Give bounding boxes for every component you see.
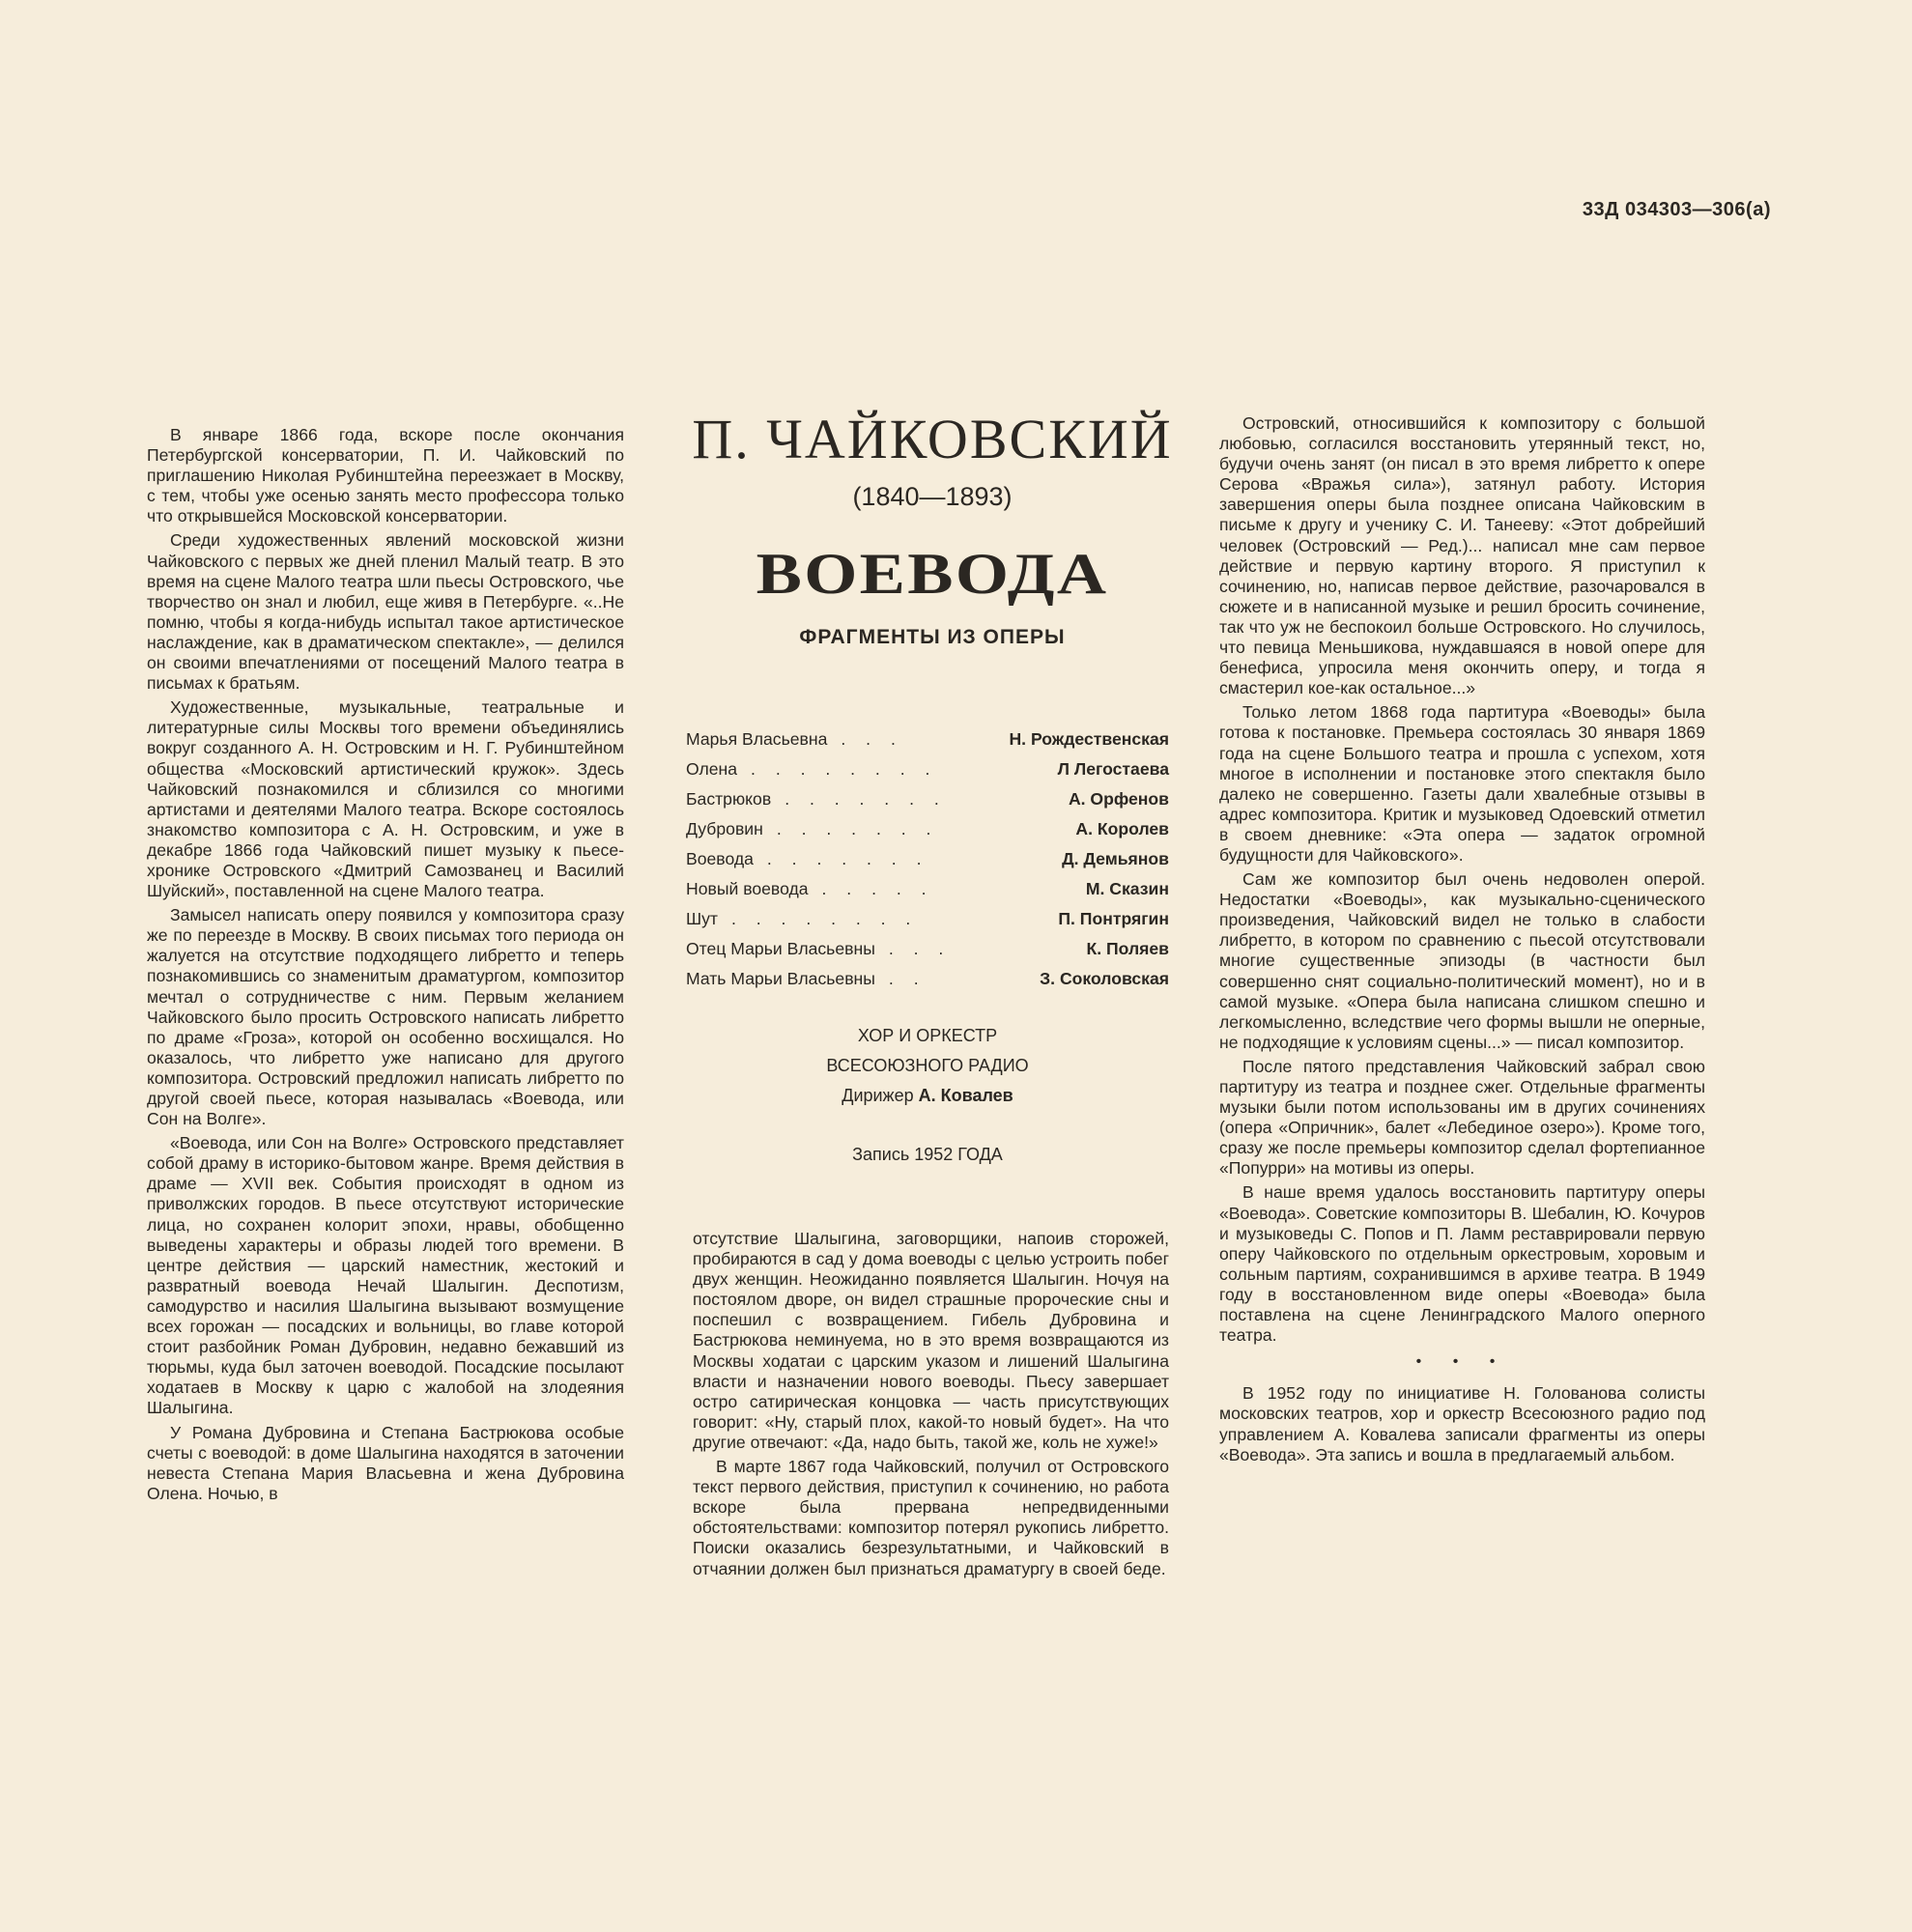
paragraph: У Романа Дубровина и Степана Бастрюкова особые счеты с воеводой: в доме Шалыгина находятся в заточении невеста Степана Мария Власьевна и жена Дубровина Олена. Ночью, в	[147, 1422, 624, 1503]
dot-leader: . . .	[841, 729, 903, 749]
cast-row	[686, 784, 1169, 814]
cast-row	[686, 904, 1169, 934]
paragraph: Среди художественных явлений московской жизни Чайковского с первых же дней пленил Малый театр. В это время на сцене Малого театра шли пьесы Островского, чье творчество он знал и любил, еще живя в Петербурге. «..Не помню, чтобы я когда-нибудь испытал такое артистическое наслаждение, как в драматическом спектакле», — делился он своими впечатлениями от посещений Малого театра в письмах к братьям.	[147, 530, 624, 694]
title-block	[676, 408, 1188, 649]
right-text-column	[1219, 413, 1705, 1469]
dot-leader: . .	[888, 969, 927, 988]
left-text-column	[147, 425, 624, 1508]
cast-row	[686, 814, 1169, 844]
ensemble-line: ХОР И ОРКЕСТР	[857, 1026, 998, 1045]
dot-leader: . . .	[888, 939, 952, 958]
dot-leader: . . . . . . .	[785, 789, 947, 809]
opera-subtitle: ФРАГМЕНТЫ ИЗ ОПЕРЫ	[799, 626, 1066, 648]
cast-row	[686, 934, 1169, 964]
paragraph: Островский, относившийся к композитору с большой любовью, согласился восстановить утерянный текст, но, будучи очень занят (он писал в это время либретто к опере Серова «Вражья сила»), затянул работу. История завершения оперы была позднее описана Чайковским в письме к другу и ученику С. И. Танееву: «Этот добрейший человек (Островский — Ред.)... написал мне сам первое действие и первую картину второго. Я приступил к сочинению, но, написав первое действие, разочаровался в сюжете и в написанной музыке и решил бросить сочинение, так что уж не беспокоил больше Островского. Но случилось, что певица Меньшикова, нуждавшаяся в новой опере для бенефиса, упросила меня окончить оперу, и тогда я смастерил кое-как остальное...»	[1219, 413, 1705, 698]
dot-leader: . . . . . . . .	[730, 909, 919, 928]
cast-role: Дубровин	[686, 819, 763, 838]
cast-list	[686, 724, 1169, 994]
paragraph: «Воевода, или Сон на Волге» Островского представляет собой драму в историко-бытовом жанре. Время действия в драме — XVII век. События происходят в одном из приволжских городов. В пьесе отсутствуют исторические лица, но сохранен колорит эпохи, нравы, обобщенно выведены характеры и образы людей того времени. В центре действия — царский наместник, жестокий и развратный воевода Нечай Шалыгин. Деспотизм, самодурство и насилия Шалыгина вызывают возмущение всех горожан — посадских и вольницы, во главе которой стоит разбойник Роман Дубровин, недавно бежавший из тюрьмы, куда был заточен воеводой. Посадские посылают ходатаев в Москву к царю с жалобой на злодеяния Шалыгина.	[147, 1133, 624, 1418]
paragraph: В наше время удалось восстановить партитуру оперы «Воевода». Советские композиторы В. Шебалин, Ю. Кочуров и музыковеды С. Попов и П. Ламм реставрировали первую оперу Чайковского по отдельным оркестровым, хоровым и сольным партиям, сохранившимся в архиве театра. В 1949 году в восстановленном виде оперы «Воевода» была поставлена на сцене Ленинградского Малого оперного театра.	[1219, 1182, 1705, 1346]
cast-singer: А. Орфенов	[1068, 789, 1169, 809]
dot-leader: . . . . . . .	[766, 849, 929, 868]
conductor-line	[686, 1081, 1169, 1111]
credits-block	[686, 1021, 1169, 1170]
paragraph: Сам же композитор был очень недоволен оперой. Недостатки «Воеводы», как музыкально-сценического произведения, Чайковский видел не только в слабости либретто, в котором по сравнению с пьесой отсутствовали многие существенные эпизоды (в частности был совершенно снят социально-политический момент), но и в самой музыке. «Опера была написана слишком спешно и легкомысленно, вследствие чего формы вышли не оперные, не подходящие к условиям сцены...» — писал композитор.	[1219, 869, 1705, 1052]
paragraph: отсутствие Шалыгина, заговорщики, напоив сторожей, пробираются в сад у дома воеводы с целью устроить побег двух женщин. Неожиданно появляется Шалыгин. Ночуя на постоялом дворе, он видел страшные пророческие сны и поспешил с возвращением. Гибель Дубровина и Бастрюкова неминуема, но в это время возвращаются из Москвы ходатаи с царским указом и лишений Шалыгина власти и назначении нового воеводы. Пьесу завершает остро сатирическая концовка — часть присутствующих говорит: «Ну, старый плох, какой-то новый будет». На что другие отвечают: «Да, надо быть, такой же, коль не хуже!»	[693, 1229, 1169, 1452]
cast-row	[686, 754, 1169, 784]
dot-leader: . . . . . . . .	[751, 759, 938, 779]
paragraph: После пятого представления Чайковский забрал свою партитуру из театра и позднее сжег. Отдельные фрагменты музыки были потом использованы им в других сочинениях (опера «Опричник», балет «Лебединое озеро»). Кроме того, сразу же после премьеры композитор сделал фортепианное «Попурри» на мотивы из оперы.	[1219, 1056, 1705, 1179]
cast-singer: К. Поляев	[1086, 939, 1169, 958]
section-separator: • • •	[1415, 1353, 1509, 1371]
paragraph: В марте 1867 года Чайковский, получил от Островского текст первого действия, приступил к сочинению, но работа вскоре была прервана непредвиденными обстоятельствами: композитор потерял рукопись либретто. Поиски оказались безрезультатными, и Чайковский в отчаянии должен был признаться драматургу в своей беде.	[693, 1457, 1169, 1578]
cast-row	[686, 874, 1169, 904]
dot-leader: . . . . .	[821, 879, 934, 898]
cast-singer: М. Сказин	[1085, 879, 1169, 898]
cast-role: Олена	[686, 759, 738, 779]
cast-singer: П. Понтрягин	[1058, 909, 1169, 928]
cast-role: Марья Власьевна	[686, 729, 828, 749]
ensemble-line: ВСЕСОЮЗНОГО РАДИО	[826, 1056, 1029, 1075]
cast-row	[686, 964, 1169, 994]
cast-row	[686, 724, 1169, 754]
conductor-label: Дирижер	[842, 1086, 914, 1105]
paragraph: Художественные, музыкальные, театральные и литературные силы Москвы того времени объединялись вокруг созданного А. Н. Островским и Н. Г. Рубинштейном общества «Московский артистический кружок». Здесь Чайковский познакомился и сблизился со многими артистами и деятелями Малого театра. Вскоре состоялось знакомство композитора с А. Н. Островским, и уже в декабре 1866 года Чайковский пишет музыку к пьесе-хронике Островского «Дмитрий Самозванец и Василий Шуйский», поставленной на сцене Малого театра.	[147, 697, 624, 901]
dot-leader: . . . . . . .	[776, 819, 939, 838]
cast-role: Шут	[686, 909, 718, 928]
paragraph: В 1952 году по инициативе Н. Голованова солисты московских театров, хор и оркестр Всесоюзного радио под управлением А. Ковалева записали фрагменты из оперы «Воевода». Эта запись и вошла в предлагаемый альбом.	[1219, 1383, 1705, 1464]
paragraph: Только летом 1868 года партитура «Воеводы» была готова к постановке. Премьера состоялась 30 января 1869 года на сцене Большого театра и прошла с успехом, хотя многое в исполнении и постановке этого спектакля было далеко не совершенно. Газеты дали хвалебные отзывы в адрес композитора. Критик и музыковед Одоевский отметил в своем дневнике: «Эта опера — задаток огромной будущности для Чайковского».	[1219, 702, 1705, 865]
middle-text-column	[693, 1229, 1169, 1583]
composer-name: П. ЧАЙКОВСКИЙ	[692, 408, 1173, 470]
cast-singer: А. Королев	[1075, 819, 1169, 838]
recording-year: Запись 1952 ГОДА	[852, 1145, 1003, 1164]
cast-singer: Н. Рождественская	[1009, 729, 1169, 749]
paragraph: В январе 1866 года, вскоре после окончания Петербургской консерватории, П. И. Чайковский по приглашению Николая Рубинштейна переезжает в Москву, с тем, чтобы уже осенью занять место профессора только что открывшейся Московской консерватории.	[147, 425, 624, 526]
cast-role: Мать Марьи Власьевны	[686, 969, 875, 988]
cast-role: Отец Марьи Власьевны	[686, 939, 875, 958]
paragraph: Замысел написать оперу появился у композитора сразу же по переезде в Москву. В своих письмах того периода он жалуется на отсутствие подходящего либретто и теперь познакомившись со знаменитым драматургом, композитор мечтал о сотрудничестве с ним. Первым желанием Чайковского было просить Островского написать либретто по драме «Гроза», которой он особенно восхищался. Но оказалось, что либретто уже написано для другого композитора. Островский предложил написать либретто по другой своей пьесе, которая называлась «Воевода, или Сон на Волге».	[147, 905, 624, 1129]
composer-dates: (1840—1893)	[852, 482, 1013, 511]
conductor-name: А. Ковалев	[918, 1086, 1013, 1105]
cast-singer: З. Соколовская	[1040, 969, 1169, 988]
opera-title: ВОЕВОДА	[756, 542, 1109, 606]
cast-role: Воевода	[686, 849, 754, 868]
cast-singer: Л Легостаева	[1057, 759, 1169, 779]
catalog-number: 33Д 034303—306(а)	[1582, 199, 1771, 220]
cast-row	[686, 844, 1169, 874]
cast-role: Новый воевода	[686, 879, 809, 898]
cast-singer: Д. Демьянов	[1062, 849, 1169, 868]
cast-role: Бастрюков	[686, 789, 772, 809]
